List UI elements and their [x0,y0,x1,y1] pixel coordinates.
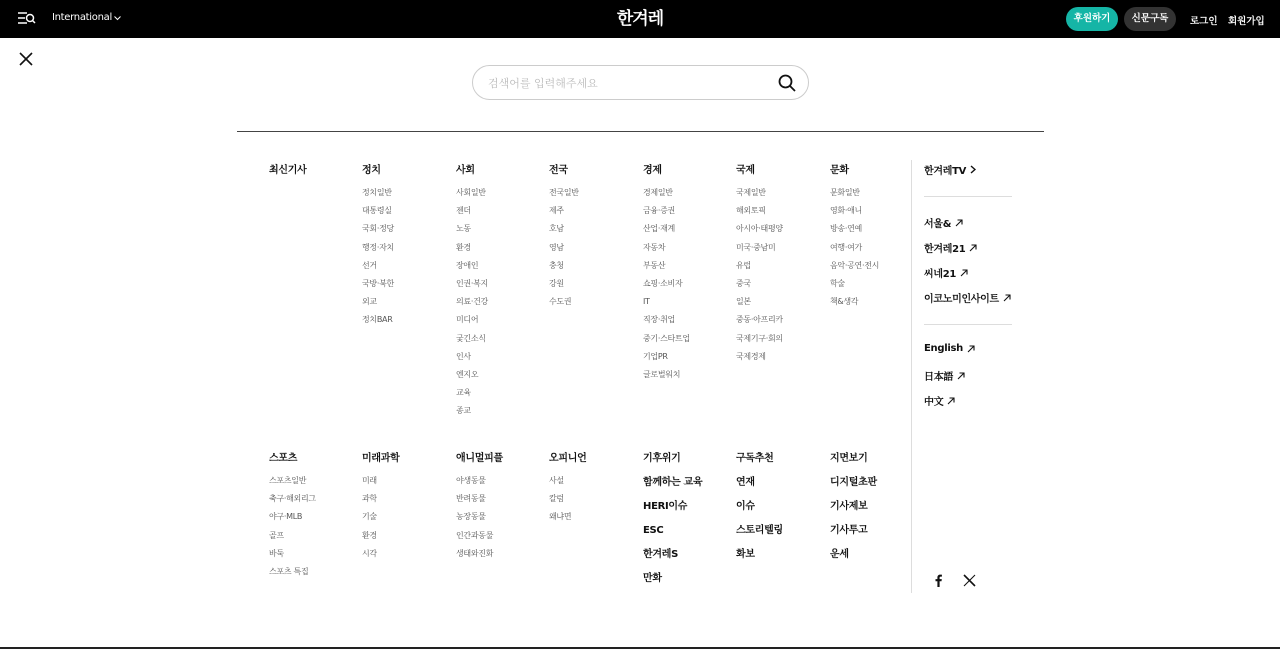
external-link-icon [960,269,968,277]
section-title[interactable]: 경제 [643,165,662,176]
section-link[interactable]: 젠더 [456,206,471,216]
section-link[interactable]: 방송·연예 [830,224,862,234]
section-link[interactable]: 일본 [736,297,751,307]
section-link[interactable]: 바둑 [269,548,284,558]
section-title[interactable]: 미래과학 [362,453,400,464]
edition-label: International [52,12,112,23]
featured-link[interactable]: 이슈 [736,501,755,512]
section-link[interactable]: 호남 [549,224,564,234]
search-icon[interactable] [778,74,796,92]
featured-link[interactable]: 만화 [643,573,662,584]
featured-link[interactable]: 기후위기 [643,453,681,464]
section-link[interactable]: 유럽 [736,260,751,270]
featured-links-3 [830,449,877,573]
sidebar-divider [911,160,912,593]
section-link[interactable]: 문화일반 [830,188,860,197]
section-link[interactable]: 골프 [269,530,284,540]
section-link[interactable]: 책&생각 [830,297,859,307]
section-title[interactable]: 스포츠 [269,453,298,464]
section-link[interactable]: 외교 [362,297,377,307]
search-box [472,65,809,100]
external-link-icon [969,244,977,252]
external-link-icon [947,397,955,405]
section-link[interactable]: 직장·취업 [643,315,675,325]
top-bar [0,0,1280,38]
section-economy [643,161,690,388]
section-link[interactable]: 글로벌워치 [643,369,681,379]
section-link[interactable]: 국제일반 [736,188,766,197]
section-link[interactable]: 정치일반 [362,188,392,197]
subscribe-button[interactable]: 신문구독 [1124,7,1176,31]
section-opinion [549,449,586,531]
section-link[interactable]: 기업PR [643,351,668,361]
section-link[interactable]: 장애인 [456,260,479,270]
language-label: 日本語 [924,372,954,383]
section-link[interactable]: 국회·정당 [362,224,394,234]
featured-link[interactable]: 스토리텔링 [736,525,783,536]
language-link[interactable] [924,393,955,408]
section-link[interactable]: 종교 [456,406,471,416]
section-link[interactable]: 국제경제 [736,351,766,361]
section-link[interactable]: 왜냐면 [549,512,572,522]
section-link[interactable]: 엔지오 [456,369,479,379]
sister-site-link[interactable] [924,290,1011,305]
section-link[interactable]: 자동차 [643,242,666,252]
section-link[interactable]: 미디어 [456,315,479,325]
section-future-science [362,449,399,567]
section-link[interactable]: 야구·MLB [269,512,303,522]
external-link-icon [955,219,963,227]
featured-link[interactable]: 지면보기 [830,453,868,464]
section-link[interactable]: 기술 [362,512,377,522]
language-link[interactable] [924,343,975,354]
section-link[interactable]: 미국·중남미 [736,242,776,252]
section-link[interactable]: 영남 [549,242,564,252]
section-link[interactable]: 국제기구·회의 [736,333,783,343]
section-link[interactable]: 선거 [362,260,377,270]
featured-link[interactable]: 함께하는 교육 [643,477,703,488]
section-title[interactable]: 전국 [549,165,568,176]
featured-link[interactable]: 기사투고 [830,525,868,536]
section-link[interactable]: 궂긴소식 [456,333,486,343]
section-title[interactable]: 국제 [736,165,755,176]
join-link[interactable]: 회원가입 [1228,16,1265,27]
section-link[interactable]: 의료·건강 [456,297,488,307]
sister-site-label: 한겨레21 [924,244,966,255]
facebook-icon[interactable] [932,574,945,587]
section-link[interactable]: 과학 [362,494,377,504]
section-title[interactable]: 문화 [830,165,849,176]
featured-link[interactable]: 기사제보 [830,501,868,512]
external-link-icon [1003,294,1011,302]
close-icon[interactable] [19,52,33,66]
section-link[interactable]: 환경 [362,530,377,540]
section-link[interactable]: IT [643,297,650,307]
featured-link[interactable]: 한겨레S [643,549,678,560]
login-link[interactable]: 로그인 [1190,16,1218,27]
section-link[interactable]: 축구·해외리그 [269,494,316,504]
menu-divider [237,131,1044,132]
section-link[interactable]: 사회일반 [456,188,486,197]
section-link[interactable]: 중국 [736,278,751,288]
hani-tv-link[interactable] [924,162,976,177]
section-link[interactable]: 반려동물 [456,494,486,504]
support-button[interactable]: 후원하기 [1066,7,1118,31]
featured-link[interactable]: 운세 [830,549,849,560]
featured-link[interactable]: HERI이슈 [643,501,688,512]
section-politics [362,161,394,334]
section-title[interactable]: 애니멀피플 [456,453,503,464]
section-link[interactable]: 미래 [362,476,377,485]
section-link[interactable]: 부동산 [643,260,666,270]
section-link[interactable]: 국방·북한 [362,278,394,288]
section-international [736,161,783,370]
x-icon[interactable] [963,574,976,587]
sister-site-link[interactable] [924,215,963,230]
section-link[interactable]: 교육 [456,388,471,398]
section-link[interactable]: 농장동물 [456,512,486,522]
edition-selector[interactable] [52,12,121,23]
section-sports [269,449,316,585]
featured-links-2 [736,449,783,573]
featured-links-1 [643,449,702,597]
section-link[interactable]: 해외토픽 [736,206,766,216]
section-title[interactable]: 사회 [456,165,475,176]
section-link[interactable]: 노동 [456,224,471,234]
section-link[interactable]: 생태와진화 [456,548,494,558]
section-link[interactable]: 영화·애니 [830,206,862,216]
featured-link[interactable]: 연재 [736,477,755,488]
section-link[interactable]: 경제일반 [643,188,673,197]
section-link[interactable]: 인권·복지 [456,278,488,288]
section-link[interactable]: 수도권 [549,297,572,307]
external-link-icon [957,372,965,380]
sister-site-label: 이코노미인사이트 [924,294,999,305]
section-link[interactable]: 강원 [549,278,564,288]
section-link[interactable]: 전국일반 [549,188,579,197]
language-label: English [924,343,963,354]
sister-site-link[interactable] [924,240,977,255]
section-link[interactable]: 인간과동물 [456,530,494,540]
sidebar-separator [924,196,1012,197]
section-title[interactable]: 오피니언 [549,453,587,464]
section-link[interactable]: 시각 [362,548,377,558]
section-title[interactable]: 최신기사 [269,165,307,176]
sister-site-label: 서울& [924,219,952,230]
section-link[interactable]: 여행·여가 [830,242,862,252]
external-link-icon [967,345,975,353]
section-link[interactable]: 스포츠 특집 [269,566,309,576]
section-link[interactable]: 산업·재계 [643,224,675,234]
section-link[interactable]: 아시아·태평양 [736,224,783,234]
section-title[interactable]: 정치 [362,165,381,176]
section-link[interactable]: 칼럼 [549,494,564,504]
section-link[interactable]: 대통령실 [362,206,392,216]
section-link[interactable]: 금융·증권 [643,206,675,216]
section-link[interactable]: 충청 [549,260,564,270]
featured-link[interactable]: 화보 [736,549,755,560]
section-link[interactable]: 제주 [549,206,564,216]
sister-site-link[interactable] [924,265,968,280]
featured-link[interactable]: 디지털초판 [830,477,877,488]
section-latest [269,161,306,176]
section-link[interactable]: 인사 [456,351,471,361]
section-link[interactable]: 정치BAR [362,315,393,325]
section-link[interactable]: 중기·스타트업 [643,333,690,343]
menu-search-icon[interactable] [18,11,36,27]
language-label: 中文 [924,397,944,408]
section-link[interactable]: 중동·아프리카 [736,315,783,325]
search-input[interactable] [488,74,768,92]
site-logo[interactable]: 한겨레 [616,9,664,29]
section-link[interactable]: 스포츠일반 [269,476,307,485]
featured-link[interactable]: ESC [643,525,664,536]
section-link[interactable]: 환경 [456,242,471,252]
section-link[interactable]: 쇼핑·소비자 [643,278,683,288]
chevron-right-icon [970,165,976,174]
section-link[interactable]: 학술 [830,278,845,288]
chevron-down-icon [114,16,121,21]
section-animal-people [456,449,503,567]
section-society [456,161,488,424]
section-national [549,161,579,315]
hani-tv-label: 한겨레TV [924,166,967,177]
featured-link[interactable]: 구독추천 [736,453,774,464]
section-link[interactable]: 음악·공연·전시 [830,260,880,270]
sister-site-label: 씨네21 [924,269,957,280]
section-link[interactable]: 야생동물 [456,476,486,485]
section-culture [830,161,879,315]
sidebar-separator [924,324,1012,325]
section-link[interactable]: 사설 [549,476,564,485]
language-link[interactable] [924,368,965,383]
section-link[interactable]: 행정·자치 [362,242,394,252]
